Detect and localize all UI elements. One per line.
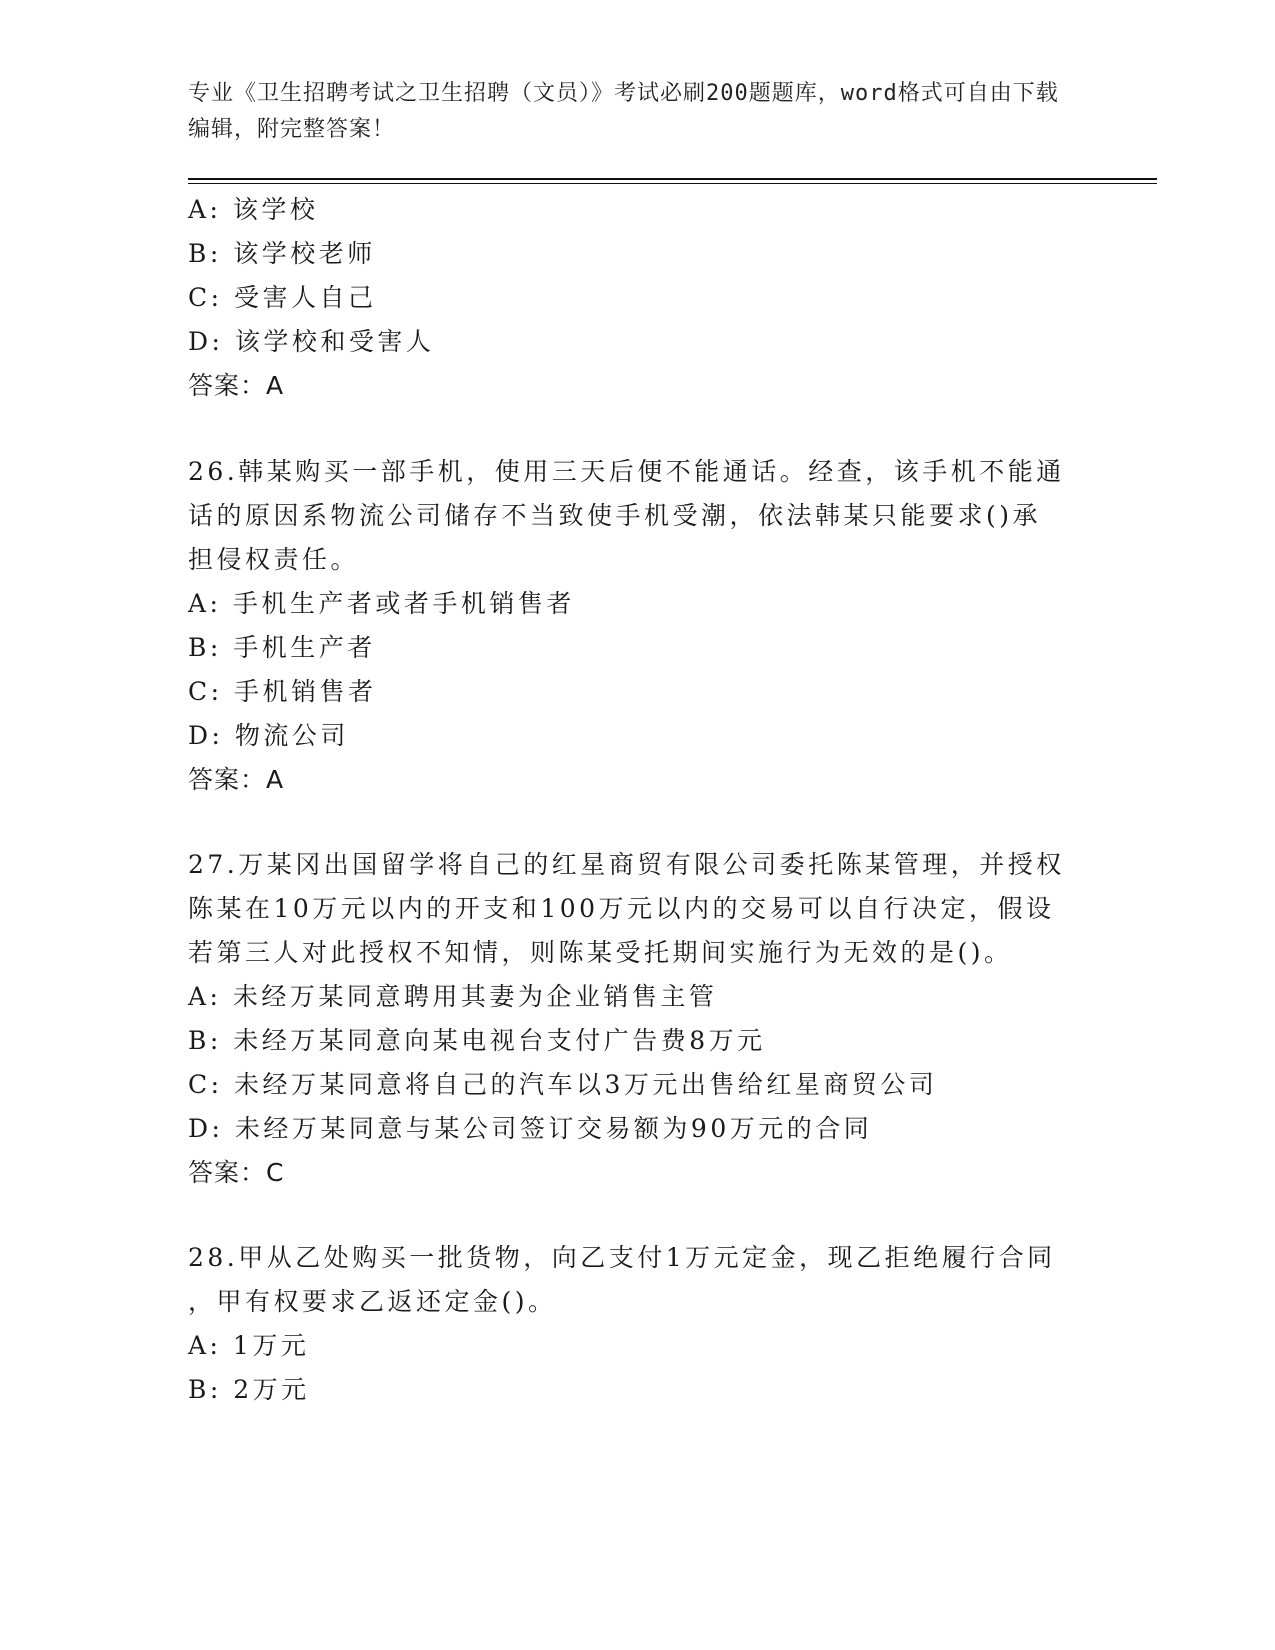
question-text-line: 若第三人对此授权不知情，则陈某受托期间实施行为无效的是()。 (188, 938, 1013, 967)
option-a: A: 手机生产者或者手机销售者 (188, 589, 575, 618)
option-b: B: 该学校老师 (188, 239, 376, 268)
question-text-line: 26.韩某购买一部手机，使用三天后便不能通话。经查，该手机不能通 (188, 457, 1065, 486)
question-text-line: ，甲有权要求乙返还定金()。 (188, 1287, 557, 1316)
option-c: C: 受害人自己 (188, 283, 377, 312)
question-text-line: 28.甲从乙处购买一批货物，向乙支付1万元定金，现乙拒绝履行合同 (188, 1243, 1056, 1272)
question-text-line: 陈某在10万元以内的开支和100万元以内的交易可以自行决定，假设 (188, 894, 1055, 923)
question-text-line: 话的原因系物流公司储存不当致使手机受潮，依法韩某只能要求()承 (188, 501, 1042, 530)
option-c: C: 未经万某同意将自己的汽车以3万元出售给红星商贸公司 (188, 1070, 938, 1099)
option-d: D: 物流公司 (188, 721, 349, 750)
answer-line: 答案：A (188, 371, 285, 400)
option-a: A: 1万元 (188, 1331, 310, 1360)
option-c: C: 手机销售者 (188, 677, 377, 706)
option-d: D: 未经万某同意与某公司签订交易额为90万元的合同 (188, 1114, 873, 1143)
question-text-line: 27.万某冈出国留学将自己的红星商贸有限公司委托陈某管理，并授权 (188, 850, 1065, 879)
option-b: B: 未经万某同意向某电视台支付广告费8万元 (188, 1026, 766, 1055)
answer-line: 答案：C (188, 1158, 285, 1187)
option-a: A: 未经万某同意聘用其妻为企业销售主管 (188, 982, 718, 1011)
option-b: B: 手机生产者 (188, 633, 376, 662)
option-d: D: 该学校和受害人 (188, 327, 435, 356)
question-text-line: 担侵权责任。 (188, 545, 360, 574)
answer-line: 答案：A (188, 765, 285, 794)
document-header: 专业《卫生招聘考试之卫生招聘（文员）》考试必刷200题题库，word格式可自由下载编辑，附完整答案！ (188, 81, 1059, 142)
option-a: A: 该学校 (188, 195, 319, 224)
header-rule-thin (188, 183, 1157, 184)
header-rule-thick (188, 178, 1157, 180)
option-b: B: 2万元 (188, 1375, 310, 1404)
